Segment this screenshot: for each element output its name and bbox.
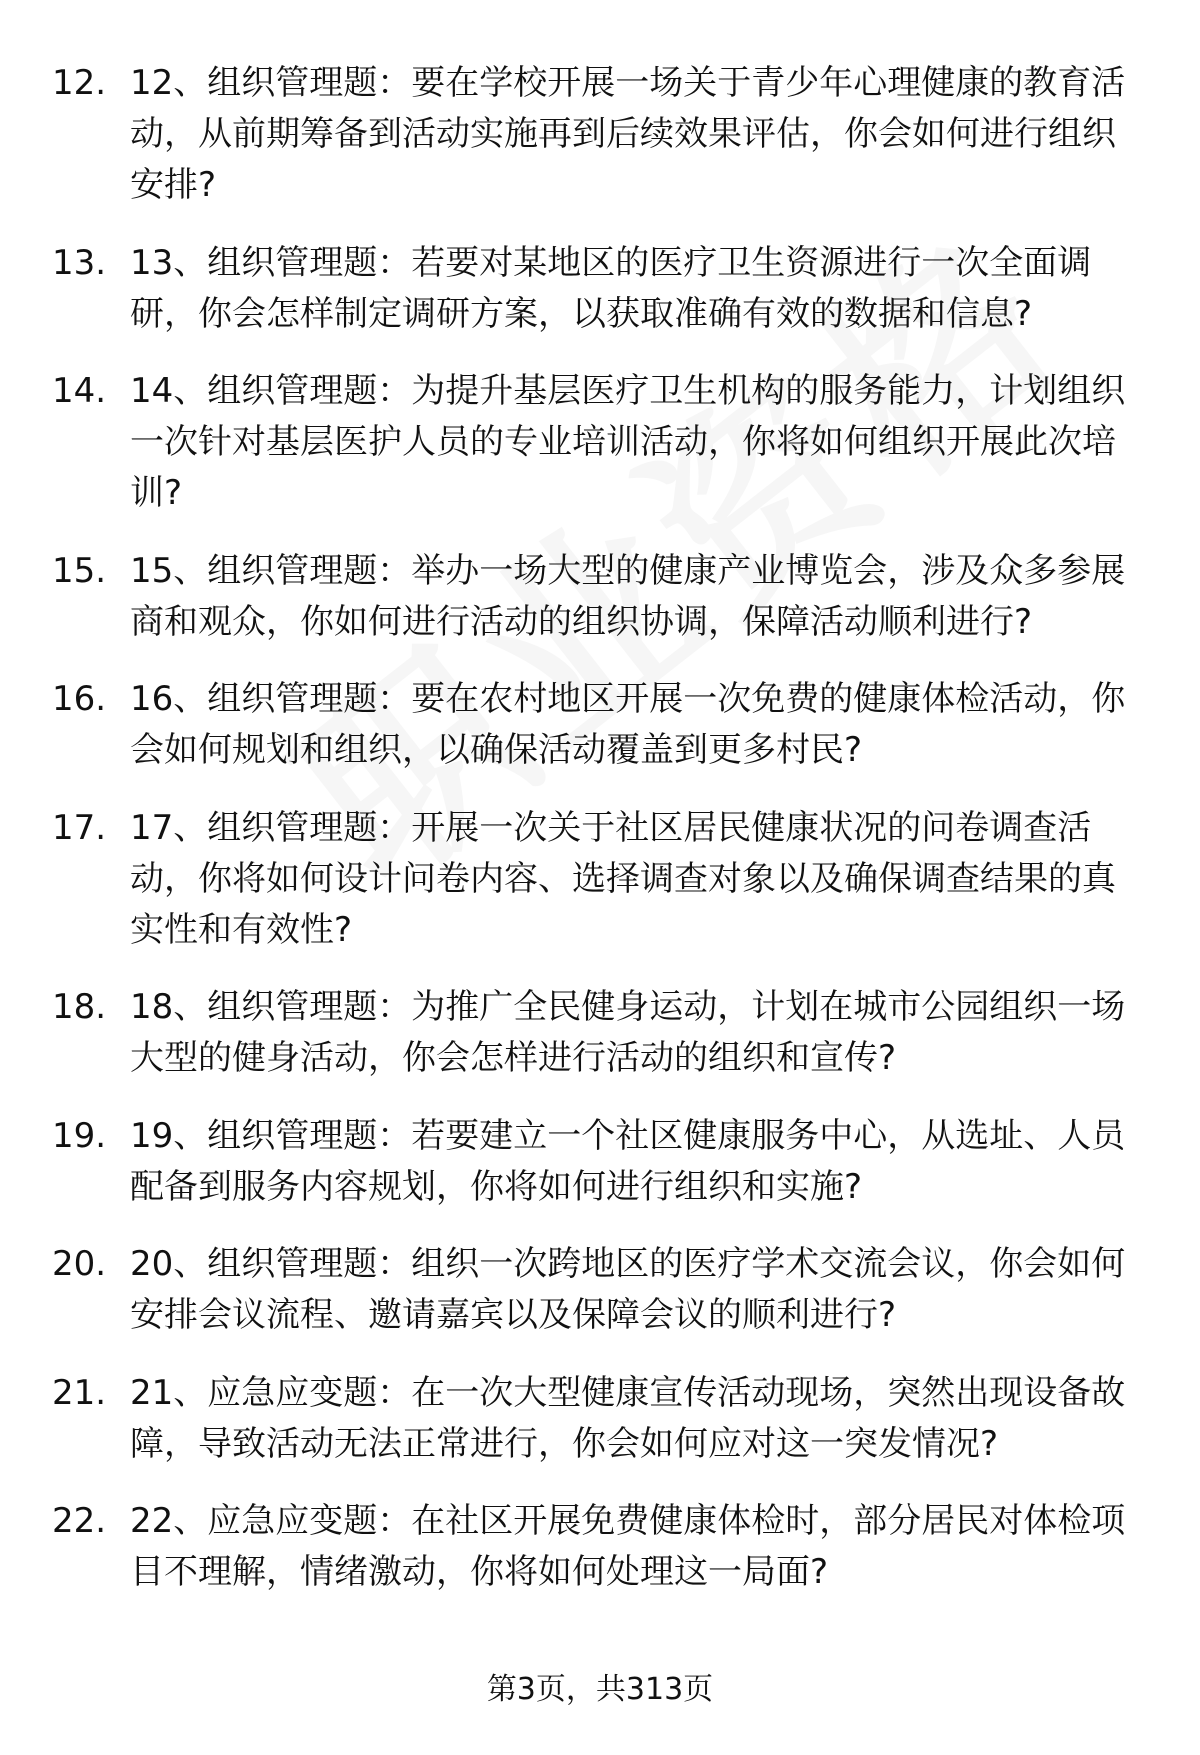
question-text: 12、组织管理题：要在学校开展一场关于青少年心理健康的教育活动，从前期筹备到活动实施再到后续效果评估，你会如何进行组织安排?: [130, 63, 1126, 205]
question-number: 16.: [52, 679, 107, 719]
question-item-22: [0, 1496, 1200, 1598]
question-number: 15.: [52, 550, 107, 591]
question-text: 15、组织管理题：举办一场大型的健康产业博览会，涉及众多参展商和观众，你如何进行活动的组织协调，保障活动顺利进行?: [130, 550, 1126, 642]
question-text: 17、组织管理题：开展一次关于社区居民健康状况的问卷调查活动，你将如何设计问卷内容、选择调查对象以及确保调查结果的真实性和有效性?: [130, 807, 1116, 950]
question-number: 17.: [52, 807, 107, 848]
question-item-16: [0, 674, 1200, 776]
question-text: 21、应急应变题：在一次大型健康宣传活动现场，突然出现设备故障，导致活动无法正常进行，你会如何应对这一突发情况?: [130, 1372, 1126, 1464]
question-number: 22.: [52, 1501, 107, 1541]
question-number: 12.: [52, 63, 107, 103]
question-item-21: [0, 1368, 1200, 1470]
page-footer: [0, 1670, 1200, 1710]
question-number: 13.: [52, 242, 107, 283]
question-item-19: [0, 1111, 1200, 1213]
question-number: 18.: [52, 987, 107, 1027]
question-item-15: [0, 546, 1200, 648]
question-item-17: [0, 803, 1200, 956]
question-number: 21.: [52, 1372, 107, 1413]
page-number-label: 第3页，共313页: [486, 1672, 714, 1707]
question-text: 13、组织管理题：若要对某地区的医疗卫生资源进行一次全面调研，你会怎样制定调研方案，以获取准确有效的数据和信息?: [130, 242, 1092, 334]
question-text: 19、组织管理题：若要建立一个社区健康服务中心，从选址、人员配备到服务内容规划，你将如何进行组织和实施?: [130, 1115, 1126, 1207]
question-text: 18、组织管理题：为推广全民健身运动，计划在城市公园组织一场大型的健身活动，你会怎样进行活动的组织和宣传?: [130, 987, 1126, 1078]
question-text: 14、组织管理题：为提升基层医疗卫生机构的服务能力，计划组织一次针对基层医护人员的专业培训活动，你将如何组织开展此次培训?: [130, 371, 1126, 513]
question-text: 22、应急应变题：在社区开展免费健康体检时，部分居民对体检项目不理解，情绪激动，你将如何处理这一局面?: [130, 1501, 1126, 1592]
question-item-13: [0, 238, 1200, 340]
question-item-14: [0, 366, 1200, 519]
question-text: 16、组织管理题：要在农村地区开展一次免费的健康体检活动，你会如何规划和组织，以确保活动覆盖到更多村民?: [130, 679, 1126, 770]
question-number: 19.: [52, 1115, 107, 1156]
question-number: 20.: [52, 1244, 107, 1284]
question-list: [0, 58, 1200, 1625]
question-number: 14.: [52, 371, 107, 411]
question-item-12: [0, 58, 1200, 211]
question-text: 20、组织管理题：组织一次跨地区的医疗学术交流会议，你会如何安排会议流程、邀请嘉宾以及保障会议的顺利进行?: [130, 1244, 1126, 1335]
question-item-20: [0, 1239, 1200, 1341]
question-item-18: [0, 982, 1200, 1084]
